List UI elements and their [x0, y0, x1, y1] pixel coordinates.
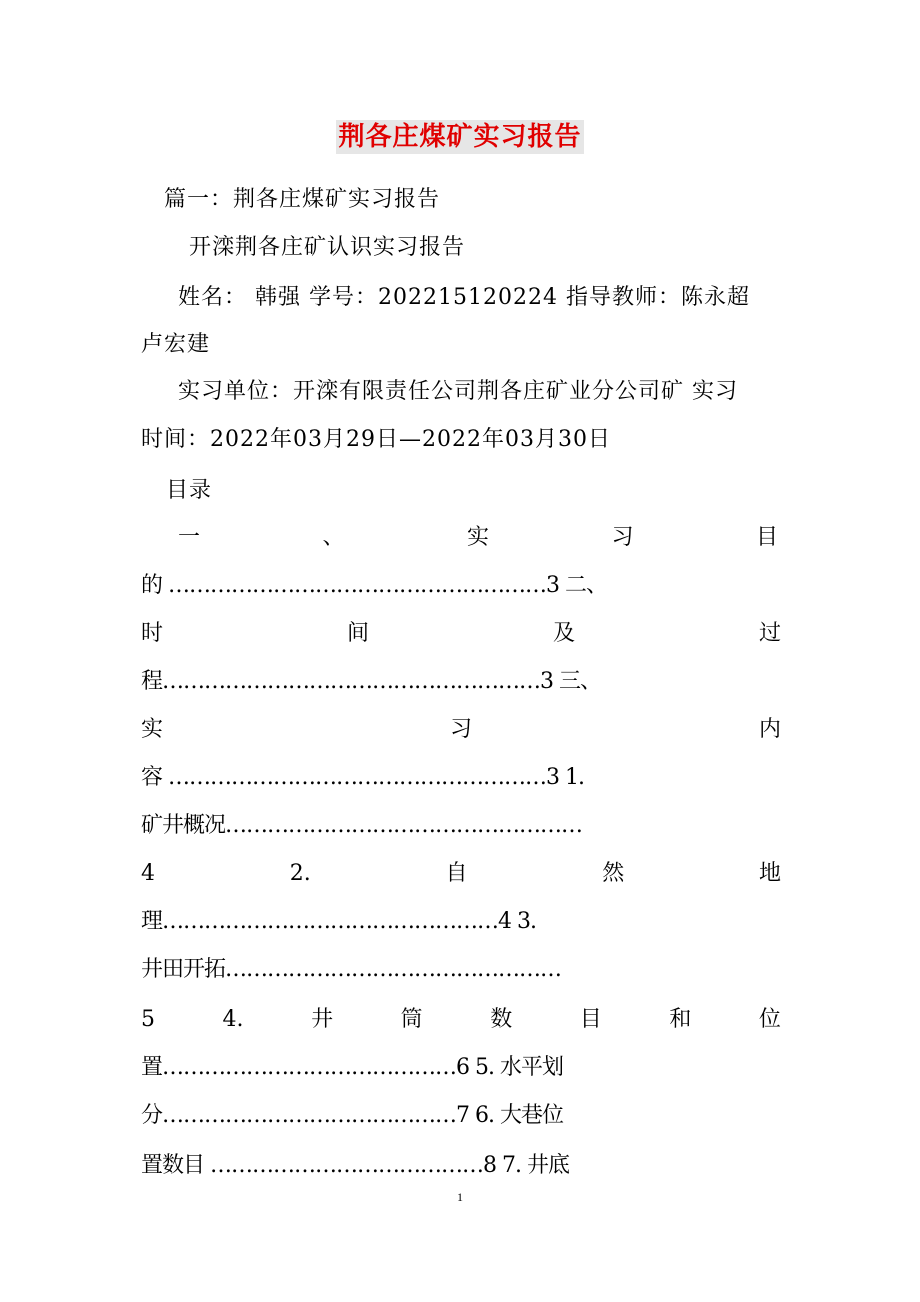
toc-row-11 [141, 1006, 781, 1034]
toc-char: 间 [346, 621, 369, 646]
toc-char: 数 [490, 1007, 513, 1032]
toc-char: 习 [611, 525, 634, 550]
toc-char: 2. [289, 861, 311, 886]
toc-char: 实 [466, 525, 489, 550]
toc-char: 自 [445, 861, 468, 886]
toc-char: 和 [669, 1007, 692, 1032]
toc-row-1 [178, 524, 778, 552]
toc-char: 时 [141, 621, 164, 646]
toc-char: 井 [311, 1007, 334, 1032]
toc-row-5 [141, 716, 781, 744]
document-title: 荆各庄煤矿实习报告 [338, 122, 582, 152]
internship-time-line: 时间：2022年03月29日—2022年03月30日 [141, 427, 611, 452]
toc-row-9: 理…………………………………………4 3. [141, 909, 536, 934]
student-info-line: 姓名： 韩强 学号：202215120224 指导教师：陈永超 [178, 285, 750, 310]
toc-char: 目 [579, 1007, 602, 1032]
toc-row-6: 容 ………………………………………………3 1. [141, 765, 584, 790]
toc-row-13: 分……………………………………7 6. 大巷位 [141, 1103, 563, 1128]
toc-char: 位 [758, 1007, 781, 1032]
toc-char: 内 [758, 717, 781, 742]
toc-char: 4 [141, 861, 155, 886]
toc-char: 及 [552, 621, 575, 646]
toc-char: 筒 [400, 1007, 423, 1032]
toc-char: 目 [755, 525, 778, 550]
report-subtitle: 开滦荆各庄矿认识实习报告 [189, 235, 466, 260]
toc-row-8 [141, 860, 781, 888]
toc-char: 5 [141, 1007, 155, 1032]
toc-char: 习 [449, 717, 472, 742]
toc-label: 目录 [166, 478, 213, 503]
toc-char: 4. [222, 1007, 244, 1032]
internship-unit-line: 实习单位：开滦有限责任公司荆各庄矿业分公司矿 实习 [178, 379, 738, 404]
toc-char: 然 [602, 861, 625, 886]
toc-row-14: 置数目 …………………………………8 7. 井底 [141, 1153, 569, 1178]
student-info-line-cont: 卢宏建 [141, 332, 211, 357]
toc-char: 一 [178, 525, 201, 550]
toc-row-7: 矿井概况…………………………………………… [141, 813, 583, 838]
heading-part-one: 篇一：荆各庄煤矿实习报告 [164, 187, 441, 212]
page-number: 1 [457, 1190, 463, 1204]
toc-row-4: 程………………………………………………3 三、 [141, 669, 601, 694]
toc-char: 地 [758, 861, 781, 886]
toc-row-12: 置……………………………………6 5. 水平划 [141, 1055, 563, 1080]
toc-row-3 [141, 620, 781, 648]
toc-char: 过 [758, 621, 781, 646]
toc-char: 实 [141, 717, 164, 742]
toc-char: 、 [322, 525, 345, 550]
toc-row-2: 的 ………………………………………………3 二、 [141, 573, 607, 598]
toc-row-10: 井田开拓………………………………………… [141, 957, 562, 982]
